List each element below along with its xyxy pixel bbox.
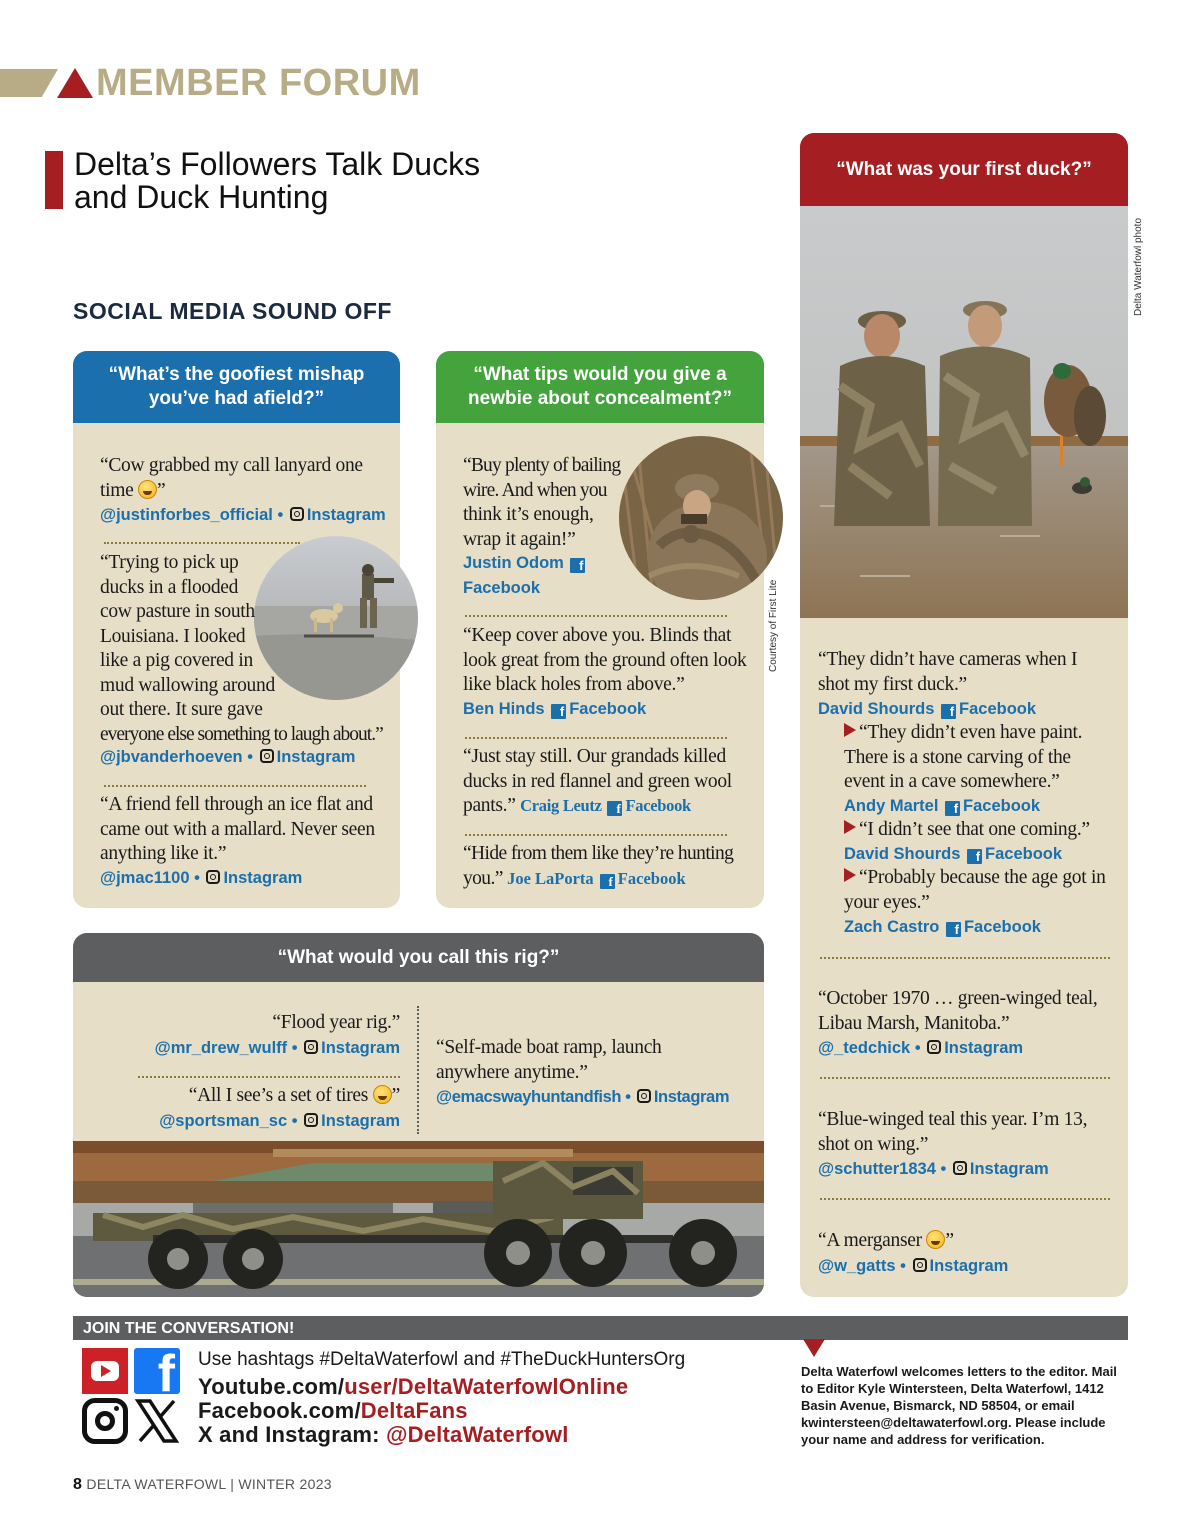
- rig-question: “What would you call this rig?”: [73, 933, 764, 982]
- first-duck-quote-3: “Blue-winged teal this year. I’m 13, shot on wing.”: [818, 1109, 1088, 1155]
- tips-quote-3: “Just stay still. Our grandads killed ducks in red flannel and green wool pants.” Craig Leutz f Facebook: [463, 746, 732, 816]
- mishap-quote-2: “Trying to pick up ducks in a flooded cow pasture in south Louisiana. I looked like a pig covered in mud wallowing around out there. It sure gave everyone else something to laugh about.”: [100, 552, 383, 745]
- facebook-icon: f: [551, 704, 566, 719]
- first-duck-handle-2[interactable]: @_tedchick • Instagram: [818, 1039, 1024, 1057]
- divider: [104, 542, 300, 544]
- x-icon[interactable]: [134, 1398, 180, 1444]
- camo-hunter-photo: [619, 436, 783, 600]
- facebook-icon: f: [570, 558, 585, 573]
- page-title: Delta’s Followers Talk Ducks and Duck Hunting: [74, 146, 481, 215]
- hunters-with-ducks-illustration: [800, 206, 1128, 618]
- reply-arrow-icon: [844, 723, 856, 737]
- tips-quote-1: “Buy plenty of bailing wire. And when you think it’s enough, wrap it again!”: [463, 455, 621, 550]
- tips-handle-1[interactable]: Justin Odom f: [463, 554, 584, 573]
- reply-arrow-icon: [844, 820, 856, 834]
- letters-to-editor: Delta Waterfowl welcomes letters to the editor. Mail to Editor Kyle Wintersteen, Delta Waterfowl, 1412 Basin Avenue, Bismarck, ND 58504, or email kwintersteen@deltawaterfowl.org. Please include your name and address for verification.: [801, 1364, 1117, 1447]
- tips-network-1[interactable]: Facebook: [463, 579, 541, 597]
- divider: [820, 1077, 1110, 1079]
- section-title: MEMBER FORUM: [96, 62, 421, 104]
- rig-handle-2[interactable]: @sportsman_sc • Instagram: [159, 1112, 400, 1130]
- mishap-handle-2[interactable]: @jbvanderhoeven • Instagram: [100, 748, 356, 766]
- facebook-icon: f: [945, 801, 960, 816]
- facebook-icon: f: [607, 801, 622, 816]
- first-duck-question: “What was your first duck?”: [800, 133, 1128, 206]
- mishap-handle-1[interactable]: @justinforbes_official • Instagram: [100, 506, 386, 524]
- section-subtitle: SOCIAL MEDIA SOUND OFF: [73, 298, 392, 324]
- divider: [820, 957, 1110, 959]
- header-accent-bar: [0, 69, 58, 97]
- tips-handle-2[interactable]: Ben Hinds f Facebook: [463, 700, 647, 719]
- join-bar: JOIN THE CONVERSATION!: [73, 1316, 1128, 1340]
- tips-quote-2: “Keep cover above you. Blinds that look great from the ground often look like black holes from above.”: [463, 625, 747, 695]
- title-accent-bar: [45, 151, 63, 209]
- facebook-icon: f: [967, 849, 982, 864]
- instagram-icon: [206, 870, 220, 884]
- first-duck-handle-3[interactable]: @schutter1834 • Instagram: [818, 1160, 1049, 1178]
- facebook-icon: f: [600, 874, 615, 889]
- tips-quote-4: “Hide from them like they’re hunting you.” Joe LaPorta f Facebook: [463, 843, 734, 889]
- first-duck-reply-handle-3[interactable]: Zach Castro f Facebook: [844, 918, 1041, 937]
- facebook-icon[interactable]: f: [134, 1348, 180, 1394]
- x-logo: [134, 1398, 180, 1444]
- tips-question: “What tips would you give a newbie about concealment?”: [436, 351, 764, 423]
- divider: [138, 1076, 400, 1078]
- first-duck-reply-handle-2[interactable]: David Shourds f Facebook: [844, 845, 1063, 864]
- header-triangle-icon: [57, 68, 93, 98]
- first-duck-handle-1[interactable]: David Shourds f Facebook: [818, 700, 1037, 719]
- mishap-quote-1: “Cow grabbed my call lanyard one time ”: [100, 455, 363, 501]
- instagram-icon: [304, 1040, 318, 1054]
- instagram-icon: [637, 1089, 651, 1103]
- laughing-emoji-icon: [926, 1230, 945, 1249]
- first-duck-reply-1: “They didn’t even have paint. There is a stone carving of the event in a cave somewhere.”: [844, 722, 1083, 792]
- mishap-quote-3: “A friend fell through an ice flat and came out with a mallard. Never seen anything like it.”: [100, 794, 375, 864]
- x-instagram-link[interactable]: X and Instagram: @DeltaWaterfowl: [198, 1422, 569, 1447]
- facebook-link[interactable]: Facebook.com/DeltaFans: [198, 1398, 468, 1423]
- mishap-handle-3[interactable]: @jmac1100 • Instagram: [100, 869, 303, 887]
- instagram-icon: [927, 1040, 941, 1054]
- rig-quote-1: “Flood year rig.”: [272, 1012, 400, 1033]
- first-duck-handle-4[interactable]: @w_gatts • Instagram: [818, 1257, 1009, 1275]
- divider: [465, 737, 727, 739]
- youtube-icon[interactable]: [82, 1348, 128, 1394]
- monster-truck-photo: [73, 1141, 764, 1297]
- divider: [465, 615, 727, 617]
- hashtags-line: Use hashtags #DeltaWaterfowl and #TheDuckHuntersOrg: [198, 1349, 686, 1370]
- grimacing-emoji-icon: [373, 1085, 392, 1104]
- instagram-icon: [290, 507, 304, 521]
- mishap-question: “What’s the goofiest mishap you’ve had afield?”: [73, 351, 400, 423]
- first-duck-photo-credit: Delta Waterfowl photo: [1133, 217, 1144, 316]
- instagram-icon: [913, 1258, 927, 1272]
- rig-column-divider: [417, 1006, 419, 1134]
- rig-quote-3: “Self-made boat ramp, launch anywhere anytime.”: [436, 1037, 662, 1083]
- first-duck-quote-4: “A merganser ”: [818, 1230, 954, 1251]
- monster-truck-illustration: [73, 1141, 764, 1297]
- rig-handle-3[interactable]: @emacswayhuntandfish • Instagram: [436, 1088, 730, 1106]
- page-footer: 8 DELTA WATERFOWL | WINTER 2023: [73, 1476, 332, 1493]
- first-duck-quote-2: “October 1970 … green-winged teal, Libau Marsh, Manitoba.”: [818, 988, 1098, 1034]
- tips-photo-credit: Courtesy of First Lite: [768, 579, 779, 672]
- facebook-icon: f: [941, 704, 956, 719]
- instagram-icon: [260, 749, 274, 763]
- divider: [820, 1198, 1110, 1200]
- rig-quote-2: “All I see’s a set of tires ”: [188, 1085, 400, 1106]
- camo-hunter-illustration: [619, 436, 783, 600]
- instagram-icon: [304, 1113, 318, 1127]
- page-number: 8: [73, 1476, 83, 1493]
- laughing-emoji-icon: [138, 480, 157, 499]
- tips-handle-3[interactable]: Craig Leutz f Facebook: [520, 796, 691, 816]
- tips-handle-4[interactable]: Joe LaPorta f Facebook: [507, 868, 686, 889]
- first-duck-reply-3: “Probably because the age got in your eyes.”: [844, 867, 1106, 913]
- instagram-icon[interactable]: [82, 1398, 128, 1444]
- first-duck-reply-handle-1[interactable]: Andy Martel f Facebook: [844, 797, 1041, 816]
- divider: [104, 785, 366, 787]
- instagram-icon: [953, 1161, 967, 1175]
- rig-handle-1[interactable]: @mr_drew_wulff • Instagram: [154, 1039, 400, 1057]
- hunters-with-ducks-photo: [800, 206, 1128, 618]
- divider: [465, 834, 727, 836]
- letters-pointer-icon: [803, 1339, 825, 1357]
- reply-arrow-icon: [844, 868, 856, 882]
- first-duck-quote-1: “They didn’t have cameras when I shot my first duck.”: [818, 649, 1078, 695]
- youtube-link[interactable]: Youtube.com/user/DeltaWaterfowlOnline: [198, 1374, 629, 1399]
- first-duck-reply-2: “I didn’t see that one coming.”: [844, 818, 1108, 843]
- facebook-icon: f: [946, 922, 961, 937]
